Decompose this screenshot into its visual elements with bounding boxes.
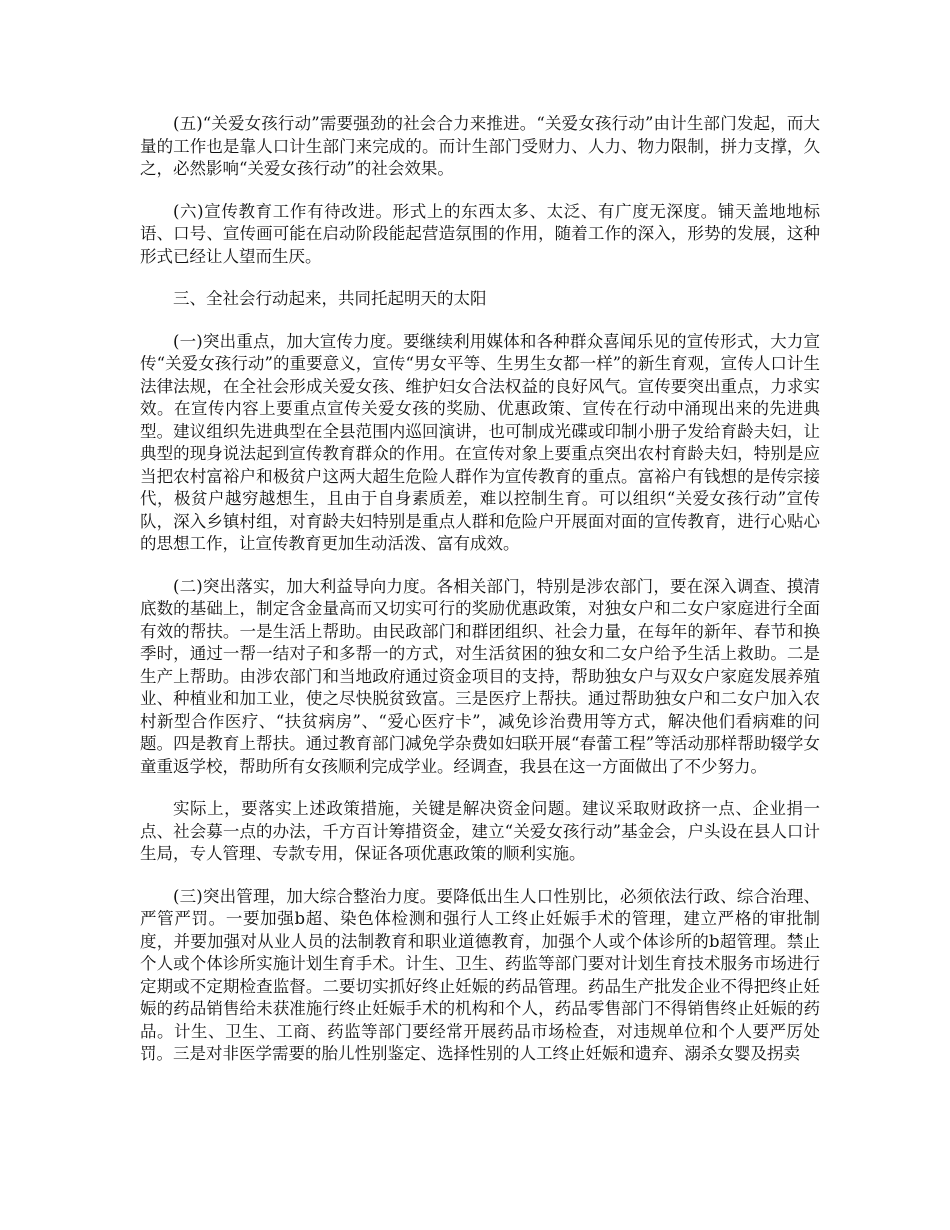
paragraph-one-publicity: (一)突出重点，加大宣传力度。要继续利用媒体和各种群众喜闻乐见的宣传形式，大力宣传“关爱女孩行动”的重要意义，宣传“男女平等、生男生女都一样”的新生育观，宣传人口计生法律法规，在全社会形成关爱女孩、维护妇女合法权益的良好风气。宣传要突出重点，力求实效。在宣传内容上要重点宣传关爱女孩的奖励、优惠政策、宣传在行动中涌现出来的先进典型。建议组织先进典型在全县范围内巡回演讲，也可制成光碟或印制小册子发给育龄夫妇，让典型的现身说法起到宣传教育群众的作用。在宣传对象上要重点突出农村育龄夫妇，特别是应当把农村富裕户和极贫户这两大超生危险人群作为宣传教育的重点。富裕户有钱想的是传宗接代，极贫户越穷越想生，且由于自身素质差，难以控制生育。可以组织“关爱女孩行动”宣传队，深入乡镇村组，对育龄夫妇特别是重点人群和危险户开展面对面的宣传教育，进行心贴心的思想工作，让宣传教育更加生动活泼、富有成效。	[140, 331, 820, 553]
paragraph-five: (五)“关爱女孩行动”需要强劲的社会合力来推进。“关爱女孩行动”由计生部门发起，而大量的工作也是靠人口计生部门来完成的。而计生部门受财力、人力、物力限制，拼力支撑，久之，必然影响“关爱女孩行动”的社会效果。	[140, 114, 820, 178]
paragraph-funding: 实际上，要落实上述政策措施，关键是解决资金问题。建议采取财政挤一点、企业捐一点、社会募一点的办法，千方百计筹措资金，建立“关爱女孩行动”基金会，户头设在县人口计生局，专人管理、专款专用，保证各项优惠政策的顺利实施。	[140, 799, 820, 863]
section-heading-three: 三、全社会行动起来，共同托起明天的太阳	[173, 289, 487, 308]
paragraph-two-implementation: (二)突出落实，加大利益导向力度。各相关部门，特别是涉农部门，要在深入调查、摸清底数的基础上，制定含金量高而又切实可行的奖励优惠政策，对独女户和二女户家庭进行全面有效的帮扶。一是生活上帮助。由民政部门和群团组织、社会力量，在每年的新年、春节和换季时，通过一帮一结对子和多帮一的方式，对生活贫困的独女和二女户给予生活上救助。二是生产上帮助。由涉农部门和当地政府通过资金项目的支持，帮助独女户与双女户家庭发展养殖业、种植业和加工业，使之尽快脱贫致富。三是医疗上帮扶。通过帮助独女户和二女户加入农村新型合作医疗、“扶贫病房”、“爱心医疗卡”，减免诊治费用等方式，解决他们看病难的问题。四是教育上帮扶。通过教育部门减免学杂费如妇联开展“春蕾工程”等活动那样帮助辍学女童重返学校，帮助所有女孩顺利完成学业。经调查，我县在这一方面做出了不少努力。	[140, 576, 820, 776]
paragraph-six: (六)宣传教育工作有待改进。形式上的东西太多、太泛、有广度无深度。铺天盖地地标语、口号、宣传画可能在启动阶段能起营造氛围的作用，随着工作的深入，形势的发展，这种形式已经让人望而生厌。	[140, 201, 820, 266]
document-body	[140, 113, 820, 1086]
paragraph-three-management: (三)突出管理，加大综合整治力度。要降低出生人口性别比，必须依法行政、综合治理、严管严罚。一要加强b超、染色体检测和强行人工终止妊娠手术的管理，建立严格的审批制度，并要加强对从业人员的法制教育和职业道德教育，加强个人或个体诊所的b超管理。禁止个人或个体诊所实施计划生育手术。计生、卫生、药监等部门要对计划生育技术服务市场进行定期或不定期检查监督。二要切实抓好终止妊娠的药品管理。药品生产批发企业不得把终止妊娠的药品销售给未获准施行终止妊娠手术的机构和个人，药品零售部门不得销售终止妊娠的药品。计生、卫生、工商、药监等部门要经常开展药品市场检查，对违规单位和个人要严厉处罚。三是对非医学需要的胎儿性别鉴定、选择性别的人工终止妊娠和遗弃、溺杀女婴及拐卖	[140, 886, 820, 1063]
